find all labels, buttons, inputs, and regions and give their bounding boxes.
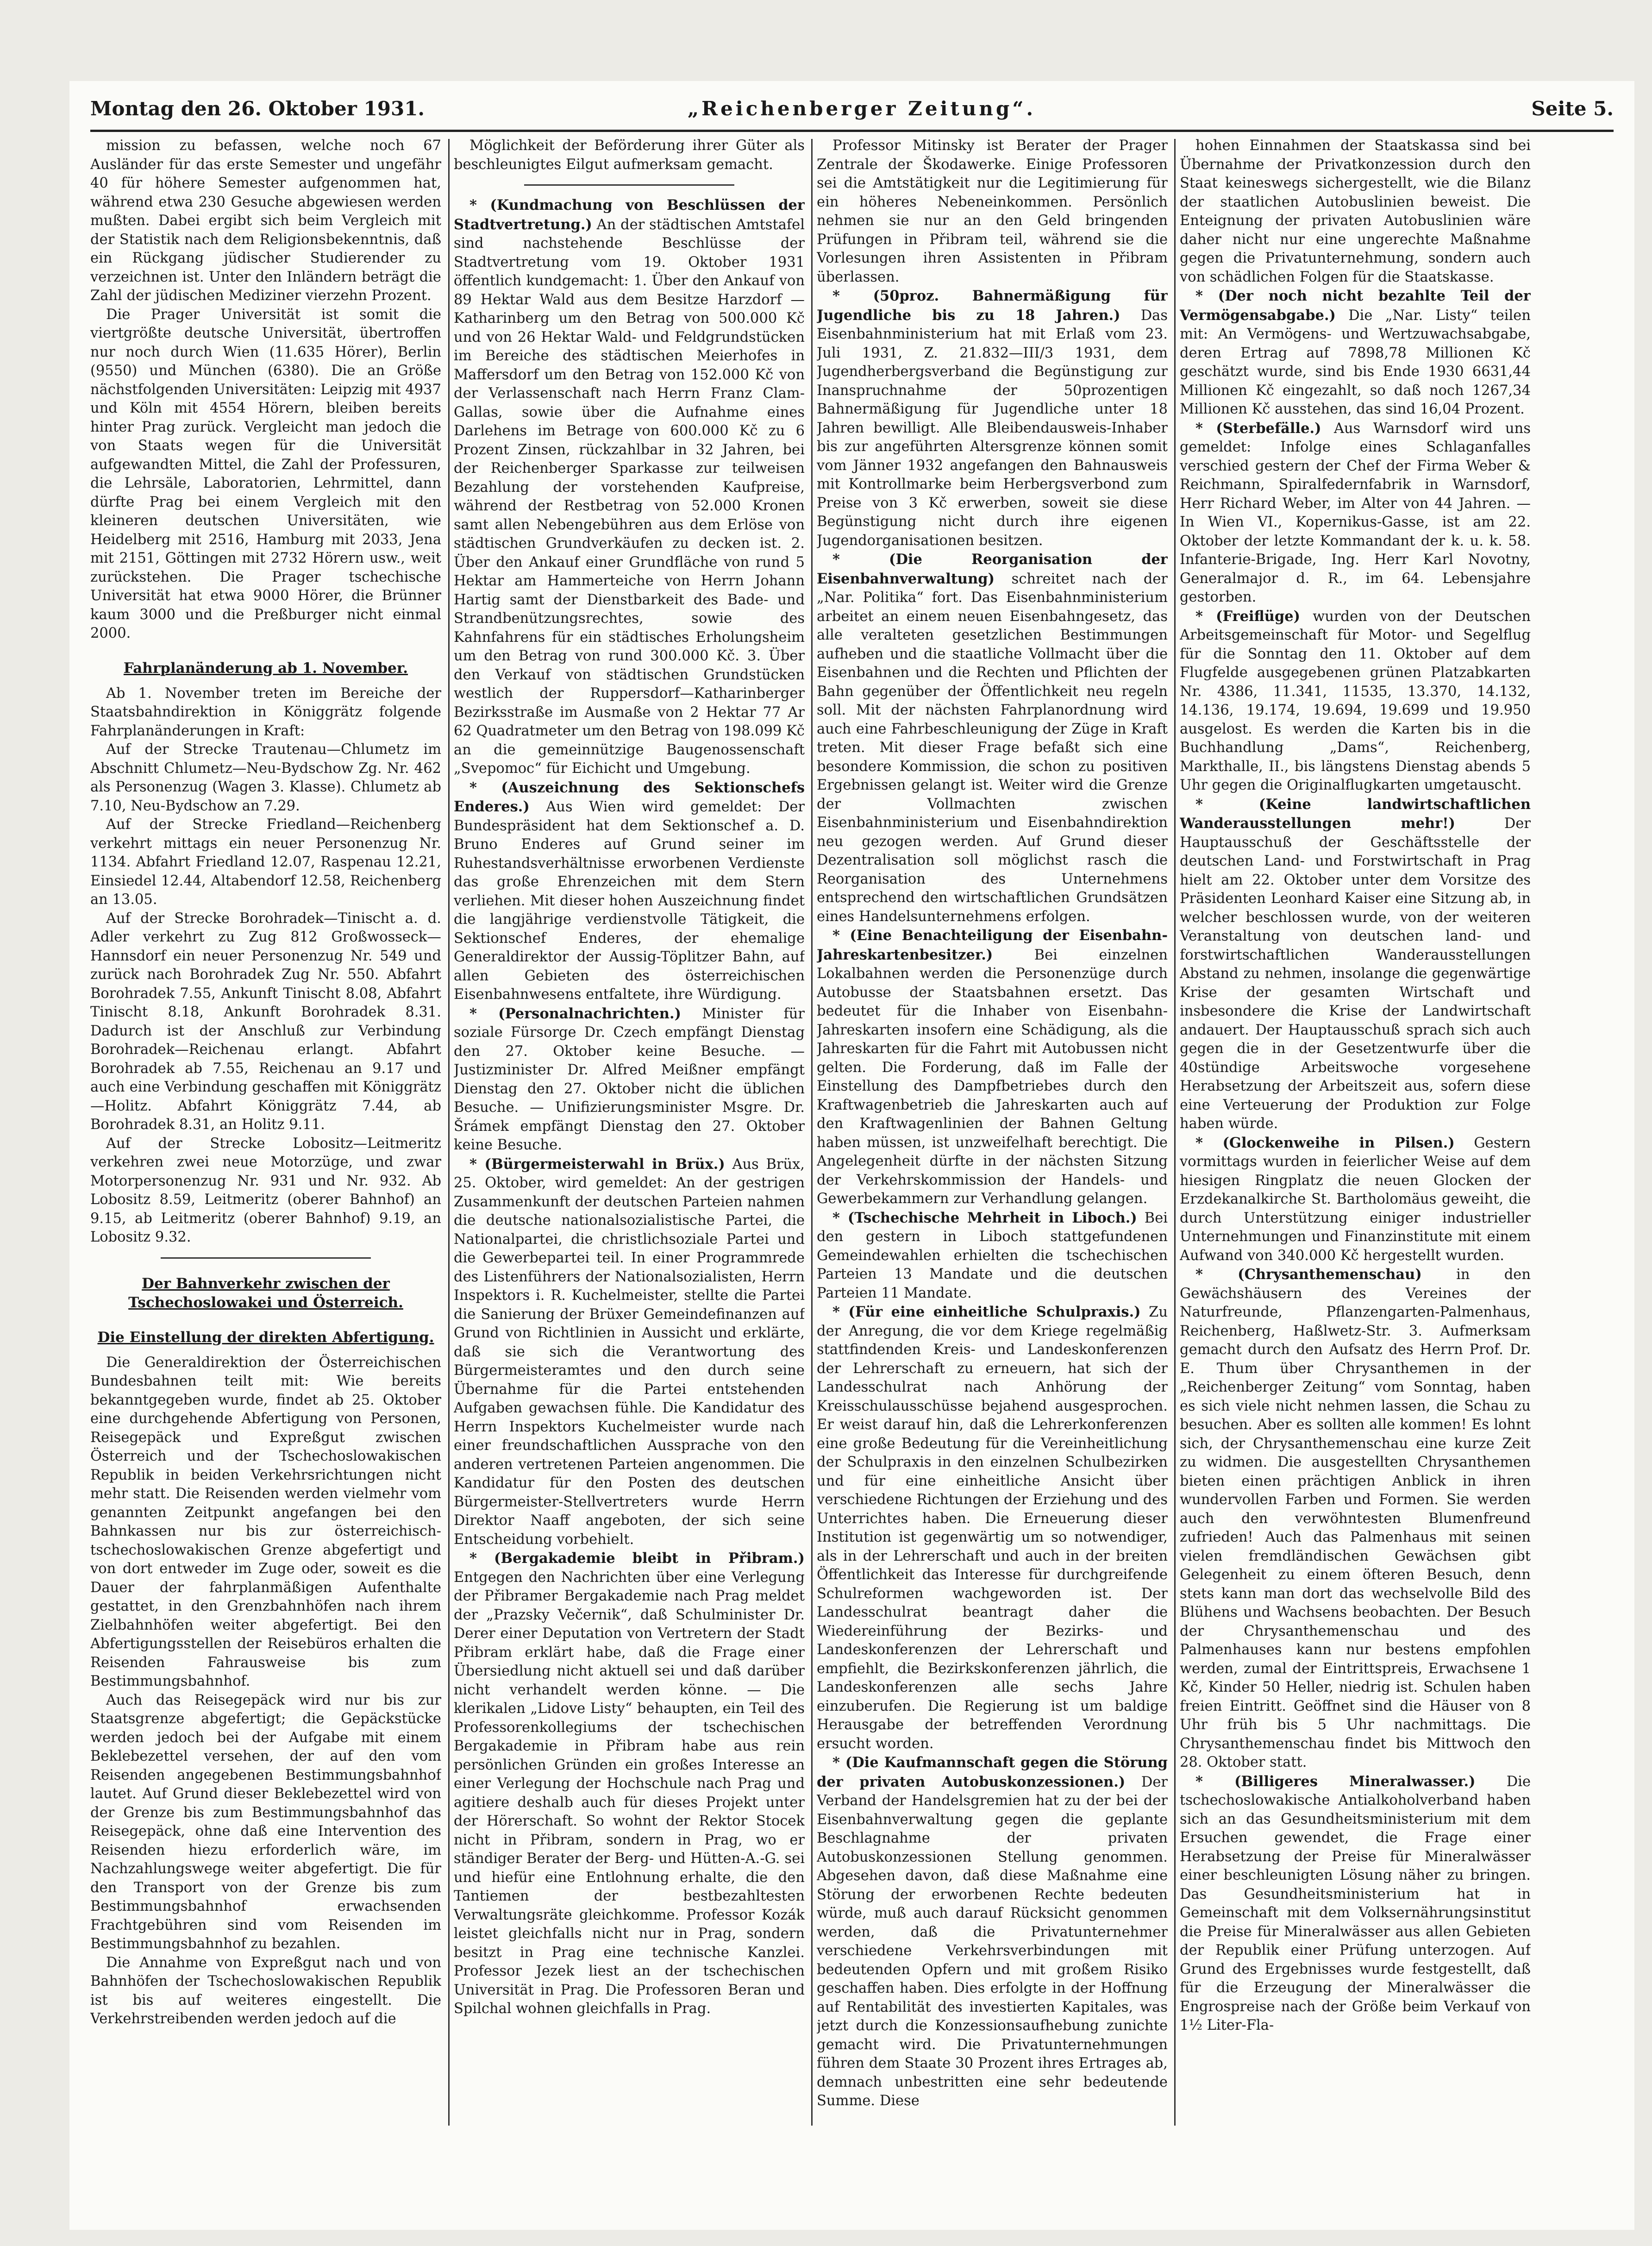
article-paragraph: mission zu befassen, welche noch 67 Ausländer für das erste Semester und ungefähr 40 für höhere Semester aufgenommen hat, während etwa 230 Gesuche abgewiesen werden mußten. Dabei ergibt sich beim Vergleich mit der Statistik nach dem Religionsbekenntnis, daß ein Rückgang jüdischer Studierender zu verzeichnen ist. Unter den Inländern beträgt die Zahl der jüdischen Mediziner vierzehn Prozent. xyxy=(90,138,441,304)
item-headline: * (Der noch nicht bezahlte Teil der Vermögensabgabe.) xyxy=(1180,288,1531,324)
item-headline: * (Sterbefälle.) xyxy=(1195,420,1321,437)
item-headline: * (Die Kaufmannschaft gegen die Störung der privaten Autobuskonzessionen.) xyxy=(817,1754,1168,1790)
item-headline: * (Kundmachung von Beschlüssen der Stadtvertretung.) xyxy=(454,197,805,233)
article-paragraph: Auf der Strecke Friedland—Reichenberg verkehrt mittags ein neuer Personenzug Nr. 1134. Abfahrt Friedland 12.07, Raspenau 12.21, Einsiedel 12.44, Altabendorf 12.58, Reichenberg an 13.05. xyxy=(90,816,441,908)
article-paragraph: Ab 1. November treten im Bereiche der Staatsbahndirektion in Königgrätz folgende Fahrplanänderungen in Kraft: xyxy=(90,685,441,739)
item-headline: * (Freiflüge) xyxy=(1195,608,1301,625)
article-paragraph: Die Annahme von Expreßgut nach und von Bahnhöfen der Tschechoslowakischen Republik ist bis auf weiteres eingestellt. Die Verkehrstreibenden werden jedoch auf die xyxy=(90,1954,441,2027)
header-rule xyxy=(90,130,1614,132)
article-paragraph: * (Auszeichnung des Sektionschefs Enderes.) Aus Wien wird gemeldet: Der Bundespräsident hat dem Sektionschef a. D. Bruno Enderes auf Grund seiner im Ruhestandsverhältnisse erworbenen Verdienste das große Ehrenzeichen mit dem Stern verliehen. Mit dieser hohen Auszeichnung findet die langjährige verdienstvolle Tätigkeit, die Sektionschef Enderes, der ehemalige Generaldirektor der Aussig-Töplitzer Bahn, auf allen Gebieten des österreichischen Eisenbahnwesens entfaltete, ihre Würdigung. xyxy=(454,779,805,1003)
article-paragraph: Auf der Strecke Borohradek—Tinischt a. d. Adler verkehrt zu Zug 812 Großwosseck—Hannsdorf ein neuer Personenzug Nr. 549 und zurück nach Borohradek Zug Nr. 550. Abfahrt Borohradek 7.55, Ankunft Tinischt 8.08, Abfahrt Tinischt 8.18, Ankunft Borohradek 8.31. Dadurch ist der Anschluß zur Verbindung Borohradek—Reichenau erlangt. Abfahrt Borohradek ab 7.55, Reichenau an 9.17 und auch eine Verbindung geschaffen mit Königgrätz—Holitz. Abfahrt Königgrätz 7.44, ab Borohradek 8.31, an Holitz 9.11. xyxy=(90,910,441,1133)
item-headline: * (Bergakademie bleibt in Přibram.) xyxy=(469,1550,805,1567)
article-paragraph: * (Tschechische Mehrheit in Liboch.) Bei den gestern in Liboch stattgefundenen Gemeindewahlen erhielten die tschechischen Parteien 13 Mandate und die deutschen Parteien 11 Mandate. xyxy=(817,1209,1168,1301)
article-paragraph: Möglichkeit der Beförderung ihrer Güter als beschleunigtes Eilgut aufmerksam gemacht. xyxy=(454,138,805,173)
issue-date: Montag den 26. Oktober 1931. xyxy=(90,97,425,120)
masthead xyxy=(90,93,1614,125)
item-headline: * (Bürgermeisterwahl in Brüx.) xyxy=(469,1155,725,1173)
article-paragraph: * (Glockenweihe in Pilsen.) Gestern vormittags wurden in feierlicher Weise auf dem hiesigen Ringplatz die neuen Glocken der Erzdekanalkirche St. Bartholomäus geweiht, die durch Unterstützung einiger industrieller Unternehmungen und Finanzinstitute mit einem Aufwand von 340.000 Kč hergestellt wurden. xyxy=(1180,1134,1531,1264)
item-headline: * (Billigeres Mineralwasser.) xyxy=(1195,1773,1476,1790)
column-4 xyxy=(1180,137,1531,2128)
page-number: Seite 5. xyxy=(1531,97,1614,120)
article-paragraph: * (Billigeres Mineralwasser.) Die tschechoslowakische Antialkoholverband haben sich an das Gesundheitsministerium mit dem Ersuchen gewendet, die Frage einer Herabsetzung der Preise für Mineralwässer einer beschleunigten Lösung näher zu bringen. Das Gesundheitsministerium hat in Gemeinschaft mit dem Volksernährungsinstitut die Preise für Mineralwässer aus allen Gebieten der Republik einer Prüfung unterzogen. Auf Grund des Ergebnisses wurde festgestellt, daß für die Erzeugung der Mineralwässer die Engrospreise nach der Größe beim Verkauf von 1½ Liter-Fla- xyxy=(1180,1773,1531,2033)
article-paragraph: * (Die Reorganisation der Eisenbahnverwaltung) schreitet nach der „Nar. Politika“ fort. Das Eisenbahnministerium arbeitet an einem neuen Eisenbahngesetz, das alle veralteten gesetzlichen Bestimmungen aufheben und die staatliche Vollmacht über die Eisenbahnen und die Rechten und Pflichten der Bahn gegenüber der Öffentlichkeit neu regeln soll. Mit der nächsten Fahrplanordnung wird auch eine Fahrbeschleunigung der Züge in Kraft treten. Mit dieser Frage befaßt sich eine besondere Kommission, die schon zu positiven Ergebnissen gelangt ist. Weiter wird die Grenze der Vollmachten zwischen Eisenbahnministerium und Eisenbahndirektion neu gezogen werden. Auf Grund dieser Dezentralisation soll möglichst rasch die Reorganisation des Unternehmens entsprechend den wirtschaftlichen Grundsätzen eines Handelsunternehmens erfolgen. xyxy=(817,551,1168,925)
column-rule xyxy=(448,139,450,2126)
item-headline: * (Glockenweihe in Pilsen.) xyxy=(1195,1134,1455,1151)
article-paragraph: Die Generaldirektion der Österreichischen Bundesbahnen teilt mit: Wie bereits bekanntgegeben wurde, findet ab 25. Oktober eine durchgehende Abfertigung von Personen, Reisegepäck und Expreßgut zwischen Österreich und der Tschechoslowakischen Republik in beiden Verkehrsrichtungen nicht mehr statt. Die Reisenden werden vielmehr vom genannten Zeitpunkt angefangen bei den Bahnkassen nur bis zur österreichisch-tschechoslowakischen Grenze abgefertigt und von dort entweder im Zuge oder, soweit es die Dauer der fahrplanmäßigen Aufenthalte gestattet, in den Grenzbahnhöfen nach ihrem Zielbahnhöfen weiter abgefertigt. Bei den Abfertigungsstellen der Reisebüros erhalten die Reisenden Fahrausweise bis zum Bestimmungsbahnhof. xyxy=(90,1354,441,1689)
article-paragraph: * (50proz. Bahnermäßigung für Jugendliche bis zu 18 Jahren.) Das Eisenbahnministerium hat mit Erlaß vom 23. Juli 1931, Z. 21.832—III/3 1931, dem Jugendherbergsverband die Begünstigung zur Inanspruchnahme der 50prozentigen Bahnermäßigung für Jugendliche unter 18 Jahren bewilligt. Alle Bleibendausweis-Inhaber bis zur angeführten Altersgrenze können somit vom Jänner 1932 angefangen den Bahnausweis mit Kontrollmarke beim Herbergsverbond zum Preise von 3 Kč erwerben, soweit sie diese Begünstigung nicht durch ihre eigenen Jugendorganisationen besitzen. xyxy=(817,288,1168,549)
column-rule xyxy=(811,139,813,2126)
article-paragraph: * (Keine landwirtschaftlichen Wanderausstellungen mehr!) Der Hauptausschuß der Geschäftsstelle der deutschen Land- und Forstwirtschaft in Prag hielt am 22. Oktober unter dem Vorsitze des Präsidenten Leonhard Kaiser eine Sitzung ab, in welcher beschlossen wurde, von der weiteren Veranstaltung von deutschen land- und forstwirtschaftlichen Wanderausstellungen Abstand zu nehmen, insolange die gegenwärtige Krise der gesamten Wirtschaft und insbesondere die Krise der Landwirtschaft andauert. Der Hauptausschuß sprach sich auch gegen die in der Gesetzentwurfe über die 40stündige Arbeitswoche vorgesehene Herabsetzung der Arbeitszeit aus, sofern diese eine Verteuerung der Produktion zur Folge haben würde. xyxy=(1180,796,1531,1132)
article-paragraph: * (Die Kaufmannschaft gegen die Störung der privaten Autobuskonzessionen.) Der Verband der Handelsgremien hat zu der bei der Eisenbahnverwaltung gegen die geplante Beschlagnahme der privaten Autobuskonzessionen Stellung genommen. Abgesehen davon, daß diese Maßnahme eine Störung der erworbenen Rechte bedeuten würde, muß auch darauf Rücksicht genommen werden, daß die Privatunternehmer verschiedene Verkehrsverbindungen mit bedeutenden Opfern und mit großem Risiko geschaffen haben. Dies erfolgte in der Hoffnung auf Rentabilität des investierten Kapitales, was jetzt durch die Konzessionsaufhebung zunichte gemacht wird. Die Privatunternehmungen führen dem Staate 30 Prozent ihres Ertrages ab, demnach unbestritten eine sehr bedeutende Summe. Diese xyxy=(817,1754,1168,2109)
newspaper-title: „Reichenberger Zeitung“. xyxy=(688,97,1036,120)
article-paragraph: * (Sterbefälle.) Aus Warnsdorf wird uns gemeldet: Infolge eines Schlaganfalles verschied gestern der Chef der Firma Weber & Reichmann, Spiralfedernfabrik in Warnsdorf, Herr Richard Weber, im Alter von 44 Jahren. — In Wien VI., Kopernikus-Gasse, ist am 22. Oktober der letzte Kommandant der k. u. k. 58. Infanterie-Brigade, Ing. Herr Karl Novotny, Generalmajor d. R., im 64. Lebensjahre gestorben. xyxy=(1180,420,1531,605)
item-headline: * (Für eine einheitliche Schulpraxis.) xyxy=(832,1304,1141,1320)
column-3 xyxy=(817,137,1168,2128)
column-2 xyxy=(454,137,805,2128)
column-rule xyxy=(1174,139,1176,2126)
item-headline: * (50proz. Bahnermäßigung für Jugendliche bis zu 18 Jahren.) xyxy=(817,288,1168,324)
article-paragraph: * (Für eine einheitliche Schulpraxis.) Zu der Anregung, die vor dem Kriege regelmäßig stattfindenden Kreis- und Landeskonferenzen der Lehrerschaft zu erneuern, hat sich der Landesschulrat nach Anhörung der Kreisschulausschüsse bejahend ausgesprochen. Er weist darauf hin, daß die Lehrerkonferenzen eine große Bedeutung für die Vereinheitlichung der Schulpraxis in den einzelnen Schulbezirken und für eine einheitliche Ansicht über verschiedene Richtungen der Erziehung und des Unterrichtes haben. Die Erneuerung dieser Institution ist gegenwärtig um so notwendiger, als in der Lehrerschaft und auch in der breiten Öffentlichkeit das Interesse für durchgreifende Schulreformen wachgeworden ist. Der Landesschulrat beantragt daher die Wiedereinführung der Bezirks- und Landeskonferenzen der Lehrerschaft und empfiehlt, die Bezirkskonferenzen jährlich, die Landeskonferenzen alle sechs Jahre einzuberufen. Die Regierung ist um baldige Herausgabe der betreffenden Verordnung ersucht worden. xyxy=(817,1304,1168,1752)
section-separator xyxy=(161,1257,371,1259)
article-paragraph: * (Bürgermeisterwahl in Brüx.) Aus Brüx, 25. Oktober, wird gemeldet: An der gestrigen Zusammenkunft der deutschen Parteien nahmen die deutsche nationalsozialistische Partei, die Nationalpartei, die christlichsoziale Partei und die Gewerbepartei teil. In einer Programmrede des Listenführers der Nationalsozialisten, Herrn Inspektors i. R. Kuchelmeister, stellte die Partei die Sanierung der Brüxer Gemeindefinanzen auf Grund von Richtlinien in Aussicht und erklärte, daß sie sich die Verantwortung des Bürgermeisteramtes und den durch seine Übernahme für die Partei entstehenden Aufgaben gewachsen fühle. Die Kandidatur des Herrn Inspektors Kuchelmeister wurde nach einer freundschaftlichen Aussprache von den anderen vertretenen Parteien angenommen. Die Kandidatur für den Posten des deutschen Bürgermeister-Stellvertreters wurde Herrn Direktor Naaff angeboten, der sich seine Entscheidung vorbehielt. xyxy=(454,1155,805,1548)
item-headline: * (Keine landwirtschaftlichen Wanderausstellungen mehr!) xyxy=(1180,796,1531,832)
article-paragraph: * (Bergakademie bleibt in Přibram.) Entgegen den Nachrichten über eine Verlegung der Přibramer Bergakademie nach Prag meldet der „Prazsky Večernik“, daß Schulminister Dr. Derer einer Deputation von Vertretern der Stadt Přibram erklärt habe, daß die Frage einer Übersiedlung nicht aktuell sei und daß darüber nicht verhandelt werden könne. — Die klerikalen „Lidove Listy“ behaupten, ein Teil des Professorenkollegiums der tschechischen Bergakademie in Přibram habe aus rein persönlichen Gründen ein großes Interesse an einer Verlegung der Hochschule nach Prag und agitiere deshalb auch für dieses Projekt unter der Hörerschaft. So wohnt der Rektor Stocek nicht in Přibram, sondern in Prag, wo er ständiger Berater der Berg- und Hütten-A.-G. sei und hiefür eine Entlohnung erhalte, die den Tantiemen der bestbezahltesten Verwaltungsräte gleichkomme. Professor Kozák leistet gleichfalls nicht nur in Prag, sondern besitzt in Prag eine technische Kanzlei. Professor Jezek liest an der tschechischen Universität in Prag. Die Professoren Beran und Spilchal wohnen gleichfalls in Prag. xyxy=(454,1550,805,2017)
article-paragraph: * (Eine Benachteiligung der Eisenbahn-Jahreskartenbesitzer.) Bei einzelnen Lokalbahnen werden die Personenzüge durch Autobusse der Staatsbahnen ersetzt. Das bedeutet für die Inhaber von Eisenbahn-Jahreskarten insofern eine Schädigung, als die Jahreskarten für die Fahrt mit Autobussen nicht gelten. Die Forderung, daß im Falle der Einstellung des Dampfbetriebes durch den Kraftwagenbetrieb die Jahreskarten auch auf den Kraftwagenlinien der Bahnen Geltung haben müssen, ist unzweifelhaft berechtigt. Die Angelegenheit dürfte in der nächsten Sitzung der Verkehrskommission der Handels- und Gewerbekammern zur Verhandlung gelangen. xyxy=(817,927,1168,1207)
article-paragraph: * (Der noch nicht bezahlte Teil der Vermögensabgabe.) Die „Nar. Listy“ teilen mit: An Vermögens- und Wertzuwachsabgabe, deren Ertrag auf 7898,78 Millionen Kč geschätzt wurde, sind bis Ende 1930 6631,44 Millionen Kč eingezahlt, so daß noch 1267,34 Millionen Kč ausstehen, das sind 16,04 Prozent. xyxy=(1180,288,1531,417)
item-headline: * (Tschechische Mehrheit in Liboch.) xyxy=(832,1209,1137,1226)
section-heading: Die Einstellung der direkten Abfertigung. xyxy=(97,1329,434,1346)
item-headline: * (Personalnachrichten.) xyxy=(469,1005,682,1022)
item-headline: * (Eine Benachteiligung der Eisenbahn-Jahreskartenbesitzer.) xyxy=(817,927,1168,963)
item-headline: * (Auszeichnung des Sektionschefs Enderes.) xyxy=(454,779,805,815)
article-paragraph: Professor Mitinsky ist Berater der Prager Zentrale der Škodawerke. Einige Professoren sei die Amtstätigkeit nur die Legitimierung für ein höheres Nebeneinkommen. Persönlich nehmen sie nur an den Geld bringenden Prüfungen in Přibram teil, während sie die Vorlesungen ihren Assistenten in Přibram überlassen. xyxy=(817,138,1168,285)
article-paragraph: hohen Einnahmen der Staatskassa sind bei Übernahme der Privatkonzession durch den Staat keineswegs sichergestellt, wie die Bilanz der staatlichen Autobuslinien beweist. Die Enteignung der privaten Autobuslinien wäre daher nicht nur eine ungerechte Maßnahme gegen die Privatunternehmung, sondern auch von schädlichen Folgen für die Staatskasse. xyxy=(1180,138,1531,285)
article-paragraph: Auch das Reisegepäck wird nur bis zur Staatsgrenze abgefertigt; die Gepäckstücke werden jedoch bei der Aufgabe mit einem Beklebezettel versehen, der auf den vom Reisenden angegebenen Bestimmungsbahnhof lautet. Auf Grund dieser Beklebezettel wird von der Grenze bis zum Bestimmungsbahnhof das Reisegepäck, ohne daß eine Intervention des Reisenden hiezu erforderlich wäre, im Nachzahlungswege weiter abgefertigt. Die für den Transport von der Grenze bis zum Bestimmungsbahnhof erwachsenden Frachtgebühren sind vom Reisenden im Bestimmungsbahnhof zu bezahlen. xyxy=(90,1692,441,1952)
item-headline: * (Chrysanthemenschau) xyxy=(1195,1266,1422,1283)
article-paragraph: Die Prager Universität ist somit die viertgrößte deutsche Universität, übertroffen nur noch durch Wien (11.635 Hörer), Berlin (9550) und München (6380). Die an Größe nächstfolgenden Universitäten: Leipzig mit 4937 und Köln mit 4554 Hörern, bleiben bereits hinter Prag zurück. Vergleicht man jedoch die von Staats wegen für die Universität aufgewandten Mittel, die Zahl der Professuren, die Lehrsäle, Laboratorien, Lehrmittel, dann dürfte Prag bei einem Vergleich mit den kleineren deutschen Universitäten, wie Heidelberg mit 2516, Hamburg mit 2033, Jena mit 2151, Göttingen mit 2732 Hörern usw., weit zurückstehen. Die Prager tschechische Universität hat etwa 9000 Hörer, die Brünner kaum 3000 und die Preßburger nicht einmal 2000. xyxy=(90,306,441,641)
section-heading: Fahrplanänderung ab 1. November. xyxy=(123,659,408,677)
section-heading: Der Bahnverkehr zwischen der Tschechoslowakei und Österreich. xyxy=(128,1275,403,1311)
article-paragraph: Auf der Strecke Trautenau—Chlumetz im Abschnitt Chlumetz—Neu-Bydschow Zg. Nr. 462 als Personenzug (Wagen 3. Klasse). Chlumetz ab 7.10, Neu-Bydschow an 7.29. xyxy=(90,741,441,814)
article-paragraph: * (Chrysanthemenschau) in den Gewächshäusern des Vereines der Naturfreunde, Pflanzengarten-Palmenhaus, Reichenberg, Haßlwetz-Str. 3. Aufmerksam gemacht durch den Aufsatz des Herrn Prof. Dr. E. Thum über Chrysanthemen in der „Reichenberger Zeitung“ vom Sonntag, haben es sich viele nicht nehmen lassen, die Schau zu besuchen. Aber es sollten alle kommen! Es lohnt sich, der Chrysanthemenschau eine kurze Zeit zu widmen. Die ausgestellten Chrysanthemen bieten einen prächtigen Anblick in ihren wundervollen Farben und Formen. Sie werden auch den verwöhntesten Blumenfreund zufrieden! Auch das Palmenhaus mit seinen vielen fremdländischen Gewächsen gibt Gelegenheit zu einem öfteren Besuch, denn stets kann man dort das wechselvolle Bild des Blühens und Wachsens beobachten. Der Besuch der Chrysanthemenschau und des Palmenhauses kann nur bestens empfohlen werden, zumal der Eintrittspreis, Erwachsene 1 Kč, Kinder 50 Heller, niedrig ist. Schulen haben freien Eintritt. Geöffnet sind die Häuser von 8 Uhr früh bis 5 Uhr nachmittags. Die Chrysanthemenschau findet bis Mittwoch den 28. Oktober statt. xyxy=(1180,1266,1531,1770)
item-headline: * (Die Reorganisation der Eisenbahnverwaltung) xyxy=(817,551,1168,587)
article-paragraph: * (Freiflüge) wurden von der Deutschen Arbeitsgemeinschaft für Motor- und Segelflug für die Sonntag den 11. Oktober auf dem Flugfelde ausgegebenen grünen Platzabkarten Nr. 4386, 11.341, 11535, 13.370, 14.132, 14.136, 19.174, 19.694, 19.699 und 19.950 ausgelost. Es werden die Karten bis in die Buchhandlung „Dams“, Reichenberg, Markthalle, II., bis längstens Dienstag abends 5 Uhr gegen die Originalflugkarten umgetauscht. xyxy=(1180,608,1531,793)
column-1 xyxy=(90,137,441,2128)
article-paragraph: * (Personalnachrichten.) Minister für soziale Fürsorge Dr. Czech empfängt Dienstag den 27. Oktober keine Besuche. — Justizminister Dr. Alfred Meißner empfängt Dienstag den 27. Oktober nicht die üblichen Besuche. — Unifizierungsminister Msgre. Dr. Šrámek empfängt Dienstag den 27. Oktober keine Besuche. xyxy=(454,1005,805,1153)
article-paragraph: * (Kundmachung von Beschlüssen der Stadtvertretung.) An der städtischen Amtstafel sind nachstehende Beschlüsse der Stadtvertretung vom 19. Oktober 1931 öffentlich kundgemacht: 1. Über den Ankauf von 89 Hektar Wald aus dem Besitze Harzdorf — Katharinberg um den Betrag von 500.000 Kč und von 26 Hektar Wald- und Feldgrundstücken im Bereiche des städtischen Meierhofes in Maffersdorf um den Betrag von 152.000 Kč von der Verlassenschaft nach Herrn Franz Clam-Gallas, sowie über die Aufnahme eines Darlehens im Betrage von 600.000 Kč zu 6 Prozent Zinsen, rückzahlbar in 32 Jahren, bei der Reichenberger Sparkasse zur teilweisen Bezahlung der vorstehenden Kaufpreise, während der Restbetrag von 52.000 Kronen samt allen Nebengebühren aus dem Erlöse von städtischen Grundverkäufen zu decken ist. 2. Über den Ankauf einer Grundfläche von rund 5 Hektar am Hammerteiche von Herrn Johann Hartig samt der Dienstbarkeit des Bade- und Strandbenützungsrechtes, sowie des Kahnfahrens für ein städtisches Erholungsheim um den Betrag von rund 300.000 Kč. 3. Über den Verkauf von städtischen Grundstücken westlich der Ruppersdorf—Katharinberger Bezirksstraße im Ausmaße von 2 Hektar 77 Ar 62 Quadratmeter um den Betrag von 198.099 Kč an die gemeinnützige Baugenossenschaft „Svepomoc“ für Eichicht und Umgebung. xyxy=(454,197,805,777)
article-paragraph: Auf der Strecke Lobositz—Leitmeritz verkehren zwei neue Motorzüge, und zwar Motorpersonenzug Nr. 931 und Nr. 932. Ab Lobositz 8.59, Leitmeritz (oberer Bahnhof) an 9.15, ab Leitmeritz (oberer Bahnhof) 9.19, an Lobositz 9.32. xyxy=(90,1135,441,1245)
section-separator xyxy=(524,184,735,186)
